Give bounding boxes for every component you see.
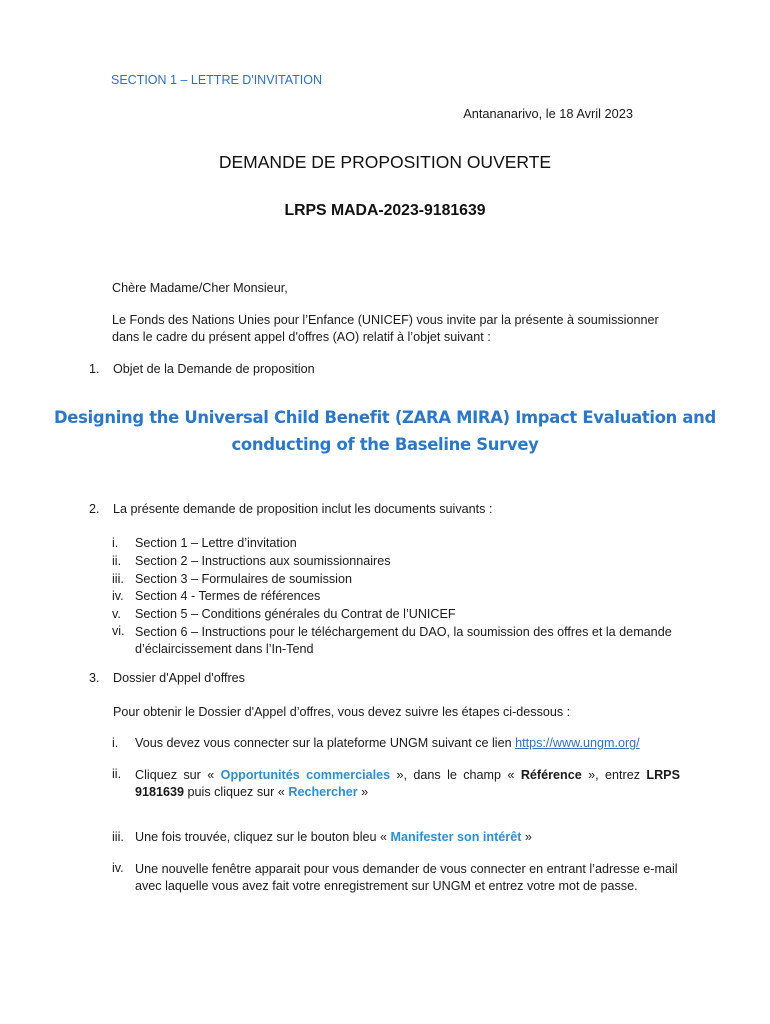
- step-1-text: [135, 736, 640, 750]
- doc-2-text: Section 2 – Instructions aux soumissionnaires: [135, 554, 391, 568]
- steps-intro: Pour obtenir le Dossier d'Appel d’offres, vous devez suivre les étapes ci-dessous :: [113, 705, 571, 719]
- rechercher-label: Rechercher: [288, 785, 358, 799]
- manifester-interet-label: Manifester son intérêt: [390, 830, 522, 844]
- subject-title: [0, 404, 770, 458]
- intro-paragraph: Le Fonds des Nations Unies pour l’Enfance (UNICEF) vous invite par la présente à soumissionner dans le cadre du présent appel d'offres (AO) relatif à l’objet suivant :: [112, 313, 659, 344]
- doc-3-text: Section 3 – Formulaires de soumission: [135, 572, 352, 586]
- point-1-text: Objet de la Demande de proposition: [113, 362, 315, 376]
- step-2-part-3: », entrez: [581, 768, 647, 782]
- subject-line-2: conducting of the Baseline Survey: [231, 435, 539, 454]
- doc-1-text: Section 1 – Lettre d’invitation: [135, 536, 297, 550]
- doc-6-text: Section 6 – Instructions pour le téléchargement du DAO, la soumission des offres et la demande d’éclaircissement dans l’In-Tend: [135, 625, 672, 656]
- reference-number: LRPS MADA-2023-9181639: [284, 202, 486, 219]
- doc-1-numeral: i.: [112, 536, 119, 550]
- opportunites-commerciales-label: Opportunités commerciales: [220, 768, 391, 782]
- step-2-part-4: puis cliquez sur «: [184, 785, 289, 799]
- doc-2-numeral: ii.: [112, 554, 122, 568]
- step-1-numeral: i.: [112, 736, 119, 750]
- step-4-numeral: iv.: [112, 861, 124, 875]
- step-3-part-2: »: [521, 830, 532, 844]
- doc-5-numeral: v.: [112, 607, 121, 621]
- step-2-part-2: », dans le champ «: [390, 768, 521, 782]
- point-3-number: 3.: [89, 671, 100, 685]
- step-3-numeral: iii.: [112, 830, 124, 844]
- point-3-text: Dossier d'Appel d'offres: [113, 671, 245, 685]
- point-1-number: 1.: [89, 362, 100, 376]
- step-2-text: [135, 767, 680, 801]
- doc-4-numeral: iv.: [112, 589, 124, 603]
- doc-5-text: Section 5 – Conditions générales du Contrat de l’UNICEF: [135, 607, 456, 621]
- step-2-numeral: ii.: [112, 767, 122, 781]
- point-2-text: La présente demande de proposition inclut les documents suivants :: [113, 502, 493, 516]
- step-2-part-1: Cliquez sur «: [135, 768, 221, 782]
- section-header: SECTION 1 – LETTRE D'INVITATION: [111, 73, 322, 87]
- greeting: Chère Madame/Cher Monsieur,: [112, 281, 288, 295]
- reference-field-label: Référence: [520, 768, 582, 782]
- lrps-code: LRPS 9181639: [135, 768, 680, 799]
- doc-6-numeral: vi.: [112, 624, 125, 638]
- step-4-text: Une nouvelle fenêtre apparait pour vous demander de vous connecter en entrant l’adresse e-mail avec laquelle vous avez fait votre enregistrement sur UNGM et entrez votre mot de passe.: [135, 862, 678, 893]
- letter-date: Antananarivo, le 18 Avril 2023: [463, 106, 633, 121]
- ungm-link[interactable]: https://www.ungm.org/: [515, 736, 640, 750]
- step-3-part-1: Une fois trouvée, cliquez sur le bouton bleu «: [135, 830, 391, 844]
- subject-line-1: Designing the Universal Child Benefit (ZARA MIRA) Impact Evaluation and: [54, 408, 716, 427]
- point-2-number: 2.: [89, 502, 100, 516]
- doc-3-numeral: iii.: [112, 572, 124, 586]
- document-title: DEMANDE DE PROPOSITION OUVERTE: [218, 152, 552, 172]
- step-2-part-5: »: [357, 785, 369, 799]
- step-1-pre: Vous devez vous connecter sur la plateforme UNGM suivant ce lien: [135, 736, 516, 750]
- doc-4-text: Section 4 - Termes de références: [135, 589, 321, 603]
- step-3-text: [135, 830, 532, 844]
